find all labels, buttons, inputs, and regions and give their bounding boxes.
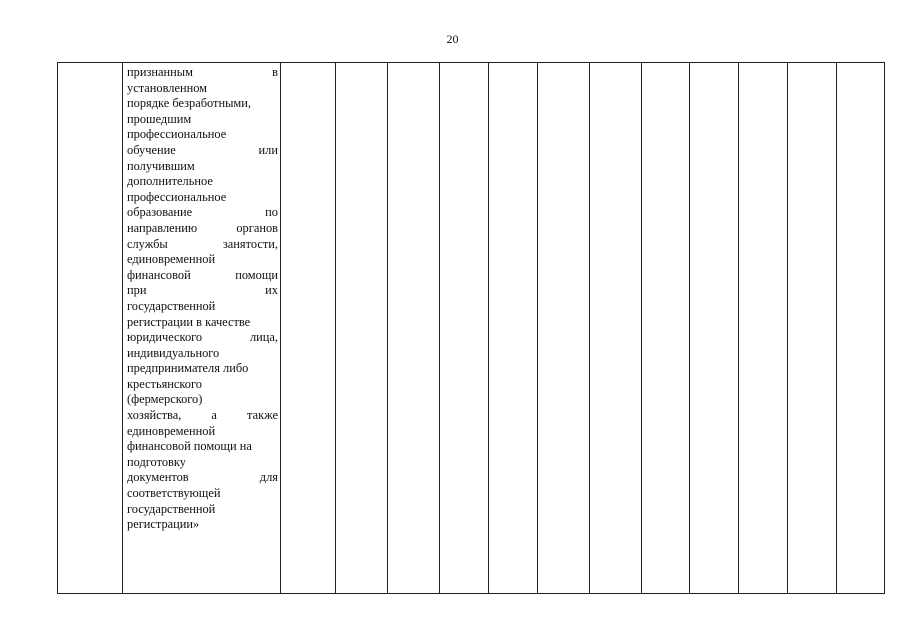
text-line: образование по (127, 205, 278, 220)
text-line: хозяйства, а также (127, 408, 278, 423)
document-table (57, 62, 885, 594)
text-line: (фермерского) (127, 392, 203, 407)
text-line: единовременной (127, 252, 216, 267)
table-cell-empty (489, 63, 538, 594)
text-line: дополнительное (127, 174, 213, 189)
text-line: юридического лица, (127, 330, 278, 345)
text-line: профессиональное (127, 189, 227, 204)
table-cell-empty (690, 63, 739, 594)
text-line: подготовку (127, 454, 186, 469)
table-cell-empty (281, 63, 336, 594)
text-line: прошедшим (127, 111, 192, 126)
text-line: предпринимателя либо (127, 361, 249, 376)
table-cell-empty (642, 63, 690, 594)
table-cell-empty (837, 63, 885, 594)
description-text (127, 65, 278, 533)
text-line: при их (127, 283, 278, 298)
text-line: получившим (127, 158, 195, 173)
text-line: индивидуального (127, 345, 220, 360)
text-line: финансовой помощи на (127, 439, 252, 454)
text-line: службы занятости, (127, 236, 278, 251)
text-line: единовременной (127, 423, 216, 438)
page-number: 20 (446, 32, 459, 46)
table-cell-empty (336, 63, 388, 594)
text-line: обучение или (127, 142, 278, 157)
text-line: регистрации в качестве (127, 314, 251, 329)
table-cell-empty (538, 63, 590, 594)
text-line: регистрации» (127, 517, 200, 532)
table-cell-empty (388, 63, 440, 594)
text-line: порядке безработными, (127, 96, 251, 111)
text-line: профессиональное (127, 127, 227, 142)
table-cell-empty (440, 63, 489, 594)
table-cell-empty (788, 63, 837, 594)
text-line: признанным в (127, 65, 278, 79)
text-line: государственной (127, 501, 216, 516)
table-cell-description (123, 63, 281, 594)
text-line: крестьянского (127, 376, 202, 391)
table-cell-first (58, 63, 123, 594)
text-line: направлению органов (127, 220, 278, 235)
text-line: документов для (127, 470, 278, 485)
text-line: финансовой помощи (127, 267, 278, 282)
text-line: соответствующей (127, 486, 221, 501)
text-line: установленном (127, 80, 208, 95)
text-line: государственной (127, 298, 216, 313)
table-row (58, 63, 885, 594)
table-cell-empty (590, 63, 642, 594)
table-cell-empty (739, 63, 788, 594)
